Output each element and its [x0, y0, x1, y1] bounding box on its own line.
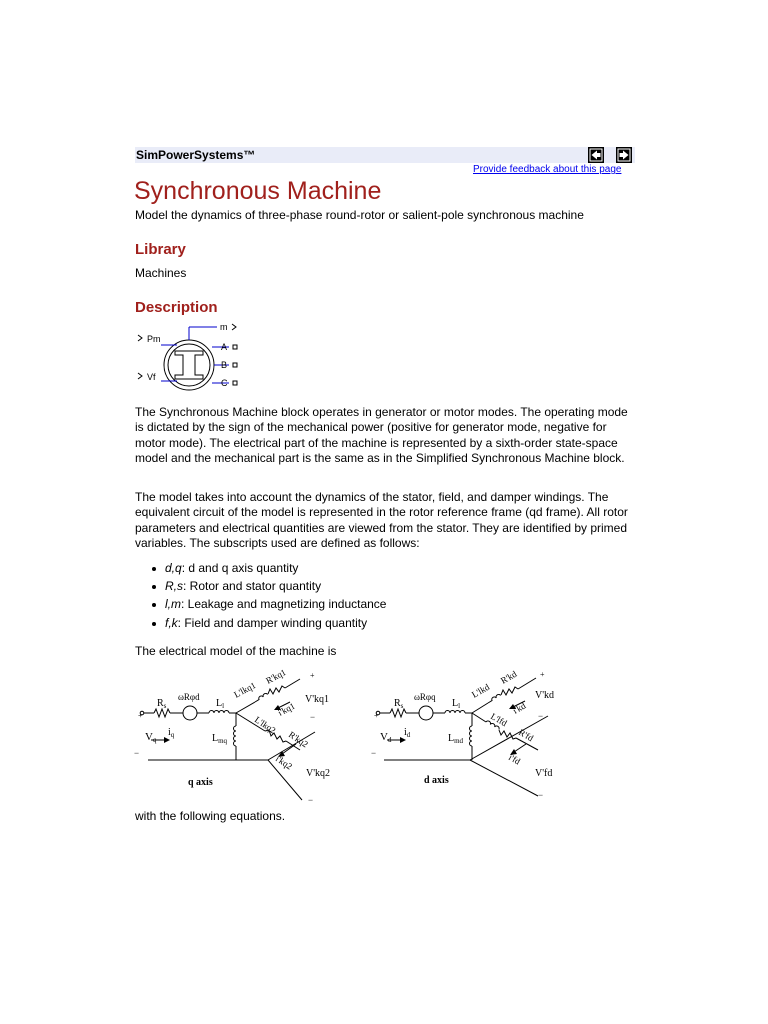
description-paragraph-2: The model takes into account the dynamics of the stator, field, and damper windings. The equivalent circuit of the model is represented in the rotor reference frame (qd frame). All rotor parameters and electrical quantities are viewed from the stator. They are identified by primed variables. The subscripts used are defined as follows:: [135, 490, 628, 551]
d-branch2-l-label: L'lfd: [489, 711, 509, 729]
subscript-term: R,s: [165, 579, 183, 594]
d-v-label: [380, 731, 392, 744]
description-paragraph-1: The Synchronous Machine block operates in generator or motor modes. The operating mode is dictated by the sign of the mechanical power (positive for generator mode, negative for motor mode). The electrical part of the machine is represented by a sixth-order state-space model and the mechanical part is the same as in the Simplified Synchronous Machine block.: [135, 405, 628, 466]
library-heading: Library: [135, 241, 186, 258]
d-v-subscript: d: [387, 736, 392, 744]
q-ll-symbol: L: [216, 698, 223, 709]
arrow-left-icon: [589, 148, 603, 162]
d-branch2-v-label: V'fd: [535, 768, 553, 779]
q-lm-label: [212, 733, 228, 745]
q-branch1-r-label: R'kq1: [264, 667, 288, 686]
q-lm-subscript: mq: [218, 737, 228, 745]
port-m-label: m: [220, 322, 228, 332]
previous-page-button[interactable]: [588, 147, 604, 163]
q-v-label: [145, 731, 157, 744]
d-rs-label: [394, 698, 404, 710]
product-name: SimPowerSystems™: [136, 148, 256, 162]
svg-text:−: −: [310, 712, 316, 722]
d-rs-symbol: R: [394, 698, 401, 709]
svg-text:−: −: [538, 790, 544, 800]
svg-text:−: −: [538, 711, 544, 721]
list-item: [152, 595, 386, 613]
q-i-subscript: q: [170, 731, 175, 739]
d-emf-label: ωRφq: [414, 692, 436, 702]
d-ll-label: [452, 698, 460, 710]
svg-text:+: +: [138, 711, 143, 720]
subscript-term: f,k: [165, 615, 178, 630]
q-branch2-r-label: R'kq2: [286, 729, 310, 750]
d-i-symbol: i: [404, 727, 407, 738]
q-lm-symbol: L: [212, 733, 219, 744]
subscript-definition: : Rotor and stator quantity: [183, 579, 322, 594]
d-axis-caption: d axis: [424, 775, 449, 786]
q-i-label: [168, 727, 175, 739]
port-b-label: B: [221, 360, 228, 370]
description-paragraph-3: The electrical model of the machine is: [135, 644, 337, 658]
svg-text:−: −: [308, 795, 314, 804]
d-branch1-r-label: R'kd: [499, 668, 519, 686]
q-i-symbol: i: [168, 727, 171, 738]
subscript-term: l,m: [165, 597, 181, 612]
d-i-subscript: d: [406, 731, 411, 739]
q-rs-symbol: R: [157, 698, 164, 709]
port-vf-label: Vf: [147, 372, 156, 382]
d-branch2-i-label: i'fd: [507, 752, 523, 767]
port-a-label: A: [221, 342, 228, 352]
description-heading: Description: [135, 299, 218, 316]
port-pm-label: Pm: [147, 334, 161, 344]
d-branch1-i-label: i'kd: [511, 700, 528, 716]
d-axis-circuit-diagram: [368, 664, 588, 804]
q-emf-label: ωRφd: [178, 692, 200, 702]
svg-text:+: +: [374, 711, 379, 720]
synchronous-machine-block-icon: [133, 321, 245, 393]
q-axis-caption: q axis: [188, 777, 213, 788]
subscript-definition: : Field and damper winding quantity: [177, 615, 368, 630]
library-value: Machines: [135, 266, 187, 280]
q-rs-subscript: s: [163, 702, 167, 710]
q-ll-label: [216, 698, 224, 710]
q-axis-circuit-diagram: [130, 664, 350, 804]
d-ll-subscript: l: [458, 702, 461, 710]
d-branch1-l-label: L'lkd: [470, 681, 492, 700]
q-branch1-v-label: V'kq1: [305, 694, 330, 705]
q-branch1-l-label: L'lkq1: [232, 680, 258, 700]
subscript-list: [152, 559, 386, 632]
list-item: [152, 577, 386, 595]
q-rs-label: [157, 698, 167, 710]
next-page-button[interactable]: [616, 147, 632, 163]
svg-text:+: +: [540, 670, 545, 679]
feedback-link[interactable]: Provide feedback about this page: [473, 164, 622, 175]
arrow-right-icon: [617, 148, 631, 162]
d-lm-symbol: L: [448, 733, 455, 744]
page-title: Synchronous Machine: [134, 177, 382, 205]
svg-text:−: −: [371, 748, 377, 758]
d-v-symbol: V: [380, 731, 388, 743]
description-paragraph-4: with the following equations.: [135, 809, 286, 823]
svg-text:+: +: [310, 671, 315, 680]
svg-text:−: −: [134, 748, 140, 758]
list-item: [152, 559, 386, 577]
q-v-symbol: V: [145, 731, 153, 743]
q-ll-subscript: l: [222, 702, 225, 710]
q-v-subscript: q: [152, 736, 157, 744]
d-branch1-v-label: V'kd: [535, 690, 555, 701]
d-ll-symbol: L: [452, 698, 459, 709]
d-lm-label: [448, 733, 464, 745]
q-branch2-v-label: V'kq2: [306, 768, 331, 779]
subscript-definition: : Leakage and magnetizing inductance: [181, 597, 387, 612]
subscript-definition: : d and q axis quantity: [181, 561, 299, 575]
q-branch2-i-label: i'kq2: [273, 753, 295, 772]
q-branch1-i-label: i'kq1: [276, 700, 297, 718]
q-branch2-l-label: L'lkq2: [252, 714, 278, 736]
page-summary: Model the dynamics of three-phase round-rotor or salient-pole synchronous machine: [135, 208, 584, 222]
d-branch2-r-label: R'fd: [517, 727, 536, 744]
d-i-label: [404, 727, 411, 739]
d-rs-subscript: s: [400, 702, 404, 710]
list-item: [152, 614, 386, 632]
d-lm-subscript: md: [454, 737, 464, 745]
port-c-label: C: [221, 378, 228, 388]
subscript-term: d,q: [165, 561, 182, 575]
